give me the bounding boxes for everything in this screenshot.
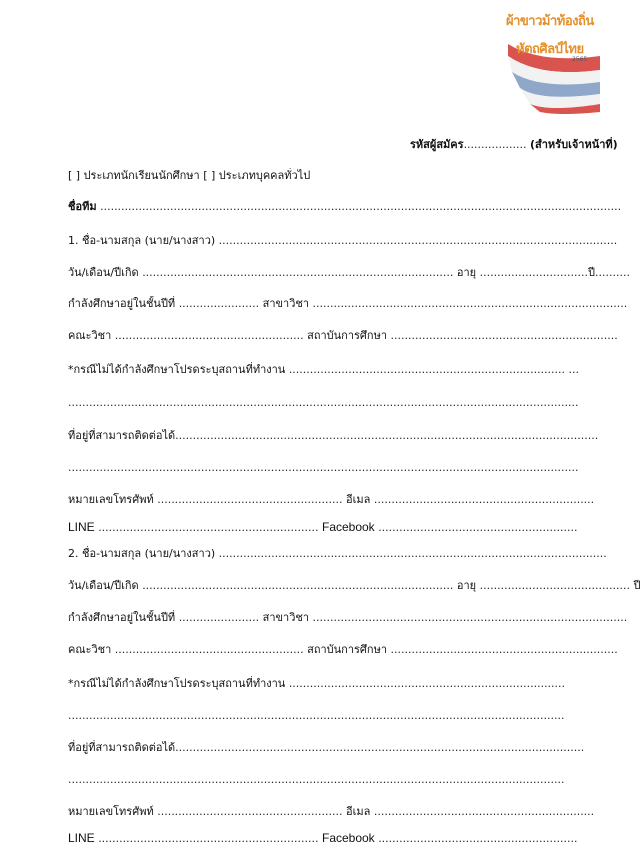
applicant-type-row[interactable]: [ ] ประเภทนักเรียนนักศึกษา [ ] ประเภทบุคคลทั่วไป (68, 169, 311, 182)
member-major-field[interactable]: .......................................................................................... (312, 611, 628, 624)
logo-title-line1: ผ้าขาวม้าท้องถิ่น (506, 14, 594, 29)
member-address-label: ที่อยู่ที่สามารถติดต่อได้ (68, 741, 176, 754)
member-faculty-field[interactable]: ...................................................... (114, 643, 304, 656)
member-facebook-label: Facebook (321, 831, 375, 845)
member-workplace-field[interactable]: ............................................................................... (288, 677, 566, 690)
logo-year: 2565 (572, 56, 588, 63)
member-line-field[interactable]: ............................................................... (98, 521, 319, 534)
member-faculty-label: คณะวิชา (68, 329, 112, 342)
member2-dob-row (68, 578, 640, 594)
member-year-label: ปี (588, 266, 596, 279)
member-address-label: ที่อยู่ที่สามารถติดต่อได้ (68, 429, 176, 442)
member1-address-row (68, 428, 598, 444)
member-workplace-label: *กรณีไม่ได้กำลังศึกษาโปรดระบุสถานที่ทำงาน (68, 363, 286, 376)
member1-social-row (68, 519, 578, 535)
member-workplace-extra-field[interactable]: .............................................................................................................................................. (68, 709, 565, 722)
member-email-field[interactable]: ............................................................... (373, 805, 595, 818)
member-workplace-extra-field[interactable]: .................................................................................................................................................. (68, 396, 579, 409)
member-line-label: LINE (68, 520, 95, 534)
member2-workplace-row (68, 676, 565, 692)
member-institute-field[interactable]: ................................................................. (390, 329, 618, 342)
member2-grade-row (68, 610, 627, 626)
member-institute-label: สถาบันการศึกษา (307, 329, 387, 342)
member2-address-extra-row (68, 772, 565, 788)
member-major-label: สาขาวิชา (262, 297, 310, 310)
member1-faculty-row (68, 328, 618, 344)
member1-dob-row (68, 265, 630, 281)
member1-grade-row (68, 296, 627, 312)
member-facebook-field[interactable]: ......................................................... (378, 521, 578, 534)
member-workplace-label: *กรณีไม่ได้กำลังศึกษาโปรดระบุสถานที่ทำงาน (68, 677, 286, 690)
member-dob-field[interactable]: ......................................................................................... (142, 266, 454, 279)
member1-name-row (68, 233, 617, 249)
member-email-label: อีเมล (346, 493, 371, 506)
applicant-code-row (410, 137, 618, 153)
member-grade-field[interactable]: ....................... (178, 611, 260, 624)
logo (500, 4, 604, 114)
member-facebook-label: Facebook (321, 520, 375, 534)
member-dob-field[interactable]: ......................................................................................... (142, 579, 454, 592)
member-grade-label: กำลังศึกษาอยู่ในชั้นปีที่ (68, 611, 176, 624)
member2-social-row (68, 830, 578, 846)
member-faculty-label: คณะวิชา (68, 643, 112, 656)
team-field[interactable]: ..................................................................................................................................................... (100, 200, 622, 213)
member-phone-label: หมายเลขโทรศัพท์ (68, 805, 154, 818)
member-age-label: อายุ (456, 579, 477, 592)
logo-title-line2: หัตถศิลป์ไทย (516, 42, 584, 57)
member-phone-label: หมายเลขโทรศัพท์ (68, 493, 154, 506)
member-line-field[interactable]: ............................................................... (98, 832, 319, 845)
member1-workplace-row (68, 362, 579, 378)
member-name-field[interactable]: .................................................................................................................. (218, 234, 618, 247)
member-age-field[interactable]: ............................... (479, 266, 589, 279)
member-age-field[interactable]: ........................................... (479, 579, 630, 592)
member-year-label: ปี (633, 579, 641, 592)
member-facebook-field[interactable]: ......................................................... (378, 832, 578, 845)
member-address-extra-field[interactable]: .............................................................................................................................................. (68, 773, 565, 786)
member-address-extra-field[interactable]: .................................................................................................................................................. (68, 461, 579, 474)
member-dob-label: วัน/เดือน/ปีเกิด (68, 579, 139, 592)
member-institute-field[interactable]: ................................................................. (390, 643, 618, 656)
member-dob-label: วัน/เดือน/ปีเกิด (68, 266, 139, 279)
member-phone-field[interactable]: ..................................................... (157, 493, 343, 506)
member1-contact-row (68, 492, 594, 508)
staff-note: (สำหรับเจ้าหน้าที่) (530, 138, 618, 151)
member-phone-field[interactable]: ..................................................... (157, 805, 343, 818)
applicant-code-label: รหัสผู้สมัคร (410, 138, 464, 151)
member-email-field[interactable]: ............................................................... (373, 493, 595, 506)
member2-address-row (68, 740, 584, 756)
member-grade-label: กำลังศึกษาอยู่ในชั้นปีที่ (68, 297, 176, 310)
member-email-label: อีเมล (346, 805, 371, 818)
member2-faculty-row (68, 642, 618, 658)
member-name-label: 1. ชื่อ-นามสกุล (นาย/นางสาว) (68, 234, 216, 247)
member2-contact-row (68, 804, 594, 820)
member-name-field[interactable]: ............................................................................................................... (218, 547, 607, 560)
member-major-field[interactable]: .......................................................................................... (312, 297, 628, 310)
member2-workplace-extra-row (68, 708, 565, 724)
member-major-label: สาขาวิชา (262, 611, 310, 624)
member-workplace-field[interactable]: ............................................................................... ... (288, 363, 580, 376)
team-row (68, 199, 621, 215)
team-label: ชื่อทีม (68, 200, 97, 213)
member-age-label: อายุ (456, 266, 477, 279)
member-name-label: 2. ชื่อ-นามสกุล (นาย/นางสาว) (68, 547, 216, 560)
member-faculty-field[interactable]: ...................................................... (114, 329, 304, 342)
member-institute-label: สถาบันการศึกษา (307, 643, 387, 656)
member-year-field: .......... (595, 266, 630, 279)
member2-name-row (68, 546, 607, 562)
member-address-field[interactable]: ......................................................................................................................... (175, 429, 599, 442)
member-grade-field[interactable]: ....................... (178, 297, 260, 310)
member-line-label: LINE (68, 831, 95, 845)
applicant-code-field[interactable]: .................. (463, 138, 527, 151)
member-address-field[interactable]: ..................................................................................................................... (175, 741, 585, 754)
member1-workplace-extra-row (68, 395, 579, 411)
member1-address-extra-row (68, 460, 579, 476)
